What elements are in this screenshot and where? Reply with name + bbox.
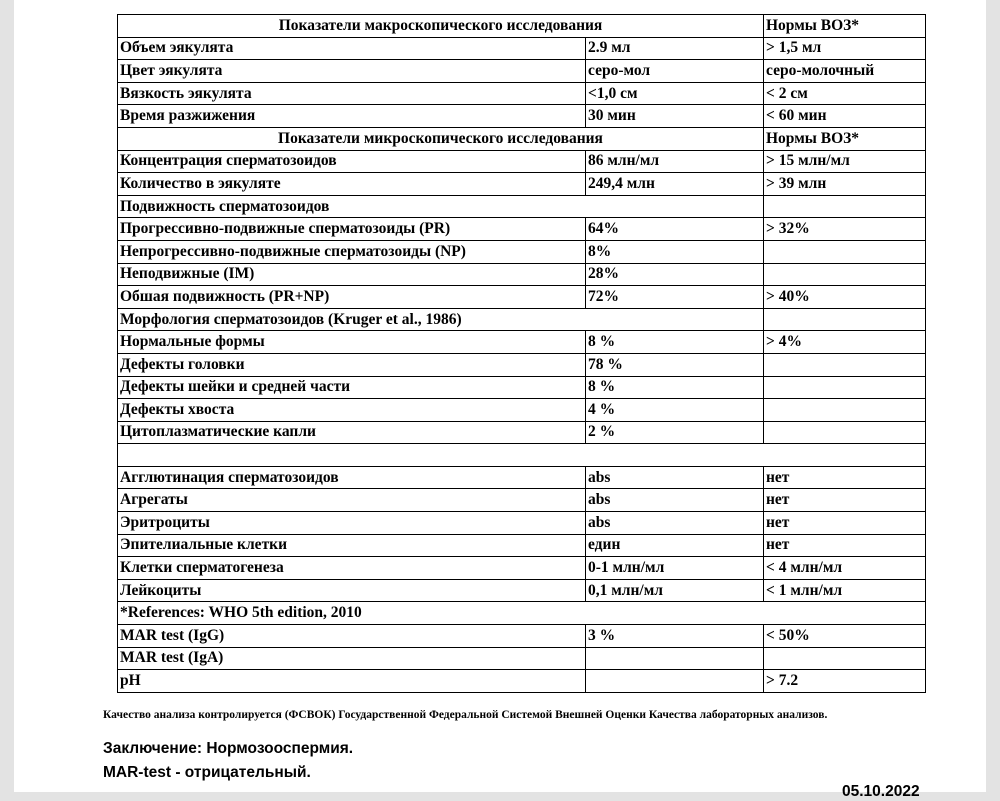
table-cell <box>586 670 764 693</box>
table-cell: Показатели макроскопического исследования <box>118 15 764 38</box>
table-cell: 72% <box>586 286 764 309</box>
table-row <box>118 421 926 444</box>
table-cell: нет <box>764 512 926 535</box>
table-cell: Цвет эякулята <box>118 60 586 83</box>
table-row <box>118 557 926 580</box>
table-cell: 28% <box>586 263 764 286</box>
table-cell: Прогрессивно-подвижные сперматозоиды (PR) <box>118 218 586 241</box>
table-cell <box>764 263 926 286</box>
document-page <box>14 0 986 800</box>
table-row <box>118 466 926 489</box>
table-cell <box>764 376 926 399</box>
table-cell: Эритроциты <box>118 512 586 535</box>
table-cell: > 32% <box>764 218 926 241</box>
table-cell: Показатели микроскопического исследования <box>118 127 764 150</box>
table-row <box>118 534 926 557</box>
table-row <box>118 195 926 218</box>
table-cell <box>764 308 926 331</box>
table-cell: Обшая подвижность (PR+NP) <box>118 286 586 309</box>
table-cell: Нормы ВОЗ* <box>764 127 926 150</box>
table-row <box>118 602 926 625</box>
table-cell: abs <box>586 489 764 512</box>
table-cell: Эпителиальные клетки <box>118 534 586 557</box>
table-cell: Нормы ВОЗ* <box>764 15 926 38</box>
table-cell: Непрогрессивно-подвижные сперматозоиды (NP) <box>118 240 586 263</box>
table-row <box>118 353 926 376</box>
table-row <box>118 263 926 286</box>
table-cell: Агрегаты <box>118 489 586 512</box>
table-row <box>118 444 926 467</box>
table-row <box>118 625 926 648</box>
table-cell: Агглютинация сперматозоидов <box>118 466 586 489</box>
table-cell: Вязкость эякулята <box>118 82 586 105</box>
table-cell: > 39 млн <box>764 173 926 196</box>
table-cell: Нормальные формы <box>118 331 586 354</box>
table-row <box>118 150 926 173</box>
table-cell: <1,0 см <box>586 82 764 105</box>
table-cell: Дефекты шейки и средней части <box>118 376 586 399</box>
table-row <box>118 173 926 196</box>
report-date: 05.10.2022 <box>842 783 920 800</box>
table-cell: Дефекты хвоста <box>118 399 586 422</box>
table-cell: 8 % <box>586 376 764 399</box>
table-cell: 2.9 мл <box>586 37 764 60</box>
table-cell: 8% <box>586 240 764 263</box>
table-cell: Количество в эякуляте <box>118 173 586 196</box>
table-cell: 2 % <box>586 421 764 444</box>
table-cell: MAR test (IgG) <box>118 625 586 648</box>
conclusion-mar-test: MAR-test - отрицательный. <box>103 764 311 781</box>
table-cell <box>764 647 926 670</box>
table-row <box>118 286 926 309</box>
table-row <box>118 512 926 535</box>
table-cell <box>764 421 926 444</box>
table-row <box>118 240 926 263</box>
table-cell: < 4 млн/мл <box>764 557 926 580</box>
table-cell: 3 % <box>586 625 764 648</box>
table-cell: Время разжижения <box>118 105 586 128</box>
table-row <box>118 308 926 331</box>
table-cell: *References: WHO 5th edition, 2010 <box>118 602 926 625</box>
table-body <box>118 15 926 693</box>
table-cell: Цитоплазматические капли <box>118 421 586 444</box>
table-cell: < 50% <box>764 625 926 648</box>
table-row <box>118 331 926 354</box>
table-cell: Дефекты головки <box>118 353 586 376</box>
quality-control-note: Качество анализа контролируется (ФСВОК) Государственной Федеральной Системой Внешней Оценки Качества лабораторных анализов. <box>103 709 828 721</box>
table-section-header <box>118 15 926 38</box>
table-cell: един <box>586 534 764 557</box>
table-cell: MAR test (IgA) <box>118 647 586 670</box>
table-cell: нет <box>764 534 926 557</box>
table-cell: > 15 млн/мл <box>764 150 926 173</box>
table-cell <box>764 353 926 376</box>
table-cell: 4 % <box>586 399 764 422</box>
table-row <box>118 670 926 693</box>
table-cell: 8 % <box>586 331 764 354</box>
table-cell: Объем эякулята <box>118 37 586 60</box>
table-cell: > 7.2 <box>764 670 926 693</box>
table-row <box>118 579 926 602</box>
table-cell <box>586 647 764 670</box>
table-cell: 0,1 млн/мл <box>586 579 764 602</box>
table-row <box>118 399 926 422</box>
table-row <box>118 489 926 512</box>
table-cell <box>764 240 926 263</box>
semen-analysis-table <box>117 14 926 693</box>
table-cell: > 1,5 мл <box>764 37 926 60</box>
table-cell: серо-мол <box>586 60 764 83</box>
table-cell: Морфология сперматозоидов (Kruger et al., 1986) <box>118 308 764 331</box>
table-cell: Неподвижные (IM) <box>118 263 586 286</box>
table-row <box>118 82 926 105</box>
table-cell: нет <box>764 489 926 512</box>
table-row <box>118 218 926 241</box>
table-cell: abs <box>586 512 764 535</box>
table-cell: Лейкоциты <box>118 579 586 602</box>
table-cell: 30 мин <box>586 105 764 128</box>
table-cell <box>764 195 926 218</box>
table-cell: < 60 мин <box>764 105 926 128</box>
table-cell: 64% <box>586 218 764 241</box>
table-cell: pH <box>118 670 586 693</box>
table-cell: < 2 см <box>764 82 926 105</box>
table-cell: < 1 млн/мл <box>764 579 926 602</box>
table-cell: 249,4 млн <box>586 173 764 196</box>
table-cell <box>118 444 926 467</box>
table-section-header <box>118 127 926 150</box>
table-cell: > 4% <box>764 331 926 354</box>
table-cell <box>764 399 926 422</box>
table-cell: серо-молочный <box>764 60 926 83</box>
table-row <box>118 37 926 60</box>
conclusion-diagnosis: Заключение: Нормозооспермия. <box>103 740 354 757</box>
table-row <box>118 105 926 128</box>
table-cell: Клетки сперматогенеза <box>118 557 586 580</box>
table-cell: 78 % <box>586 353 764 376</box>
table-cell: abs <box>586 466 764 489</box>
table-cell: Концентрация сперматозоидов <box>118 150 586 173</box>
table-cell: > 40% <box>764 286 926 309</box>
table-cell: нет <box>764 466 926 489</box>
table-row <box>118 647 926 670</box>
table-cell: 0-1 млн/мл <box>586 557 764 580</box>
table-cell: Подвижность сперматозоидов <box>118 195 764 218</box>
table-cell: 86 млн/мл <box>586 150 764 173</box>
table-row <box>118 376 926 399</box>
table-row <box>118 60 926 83</box>
